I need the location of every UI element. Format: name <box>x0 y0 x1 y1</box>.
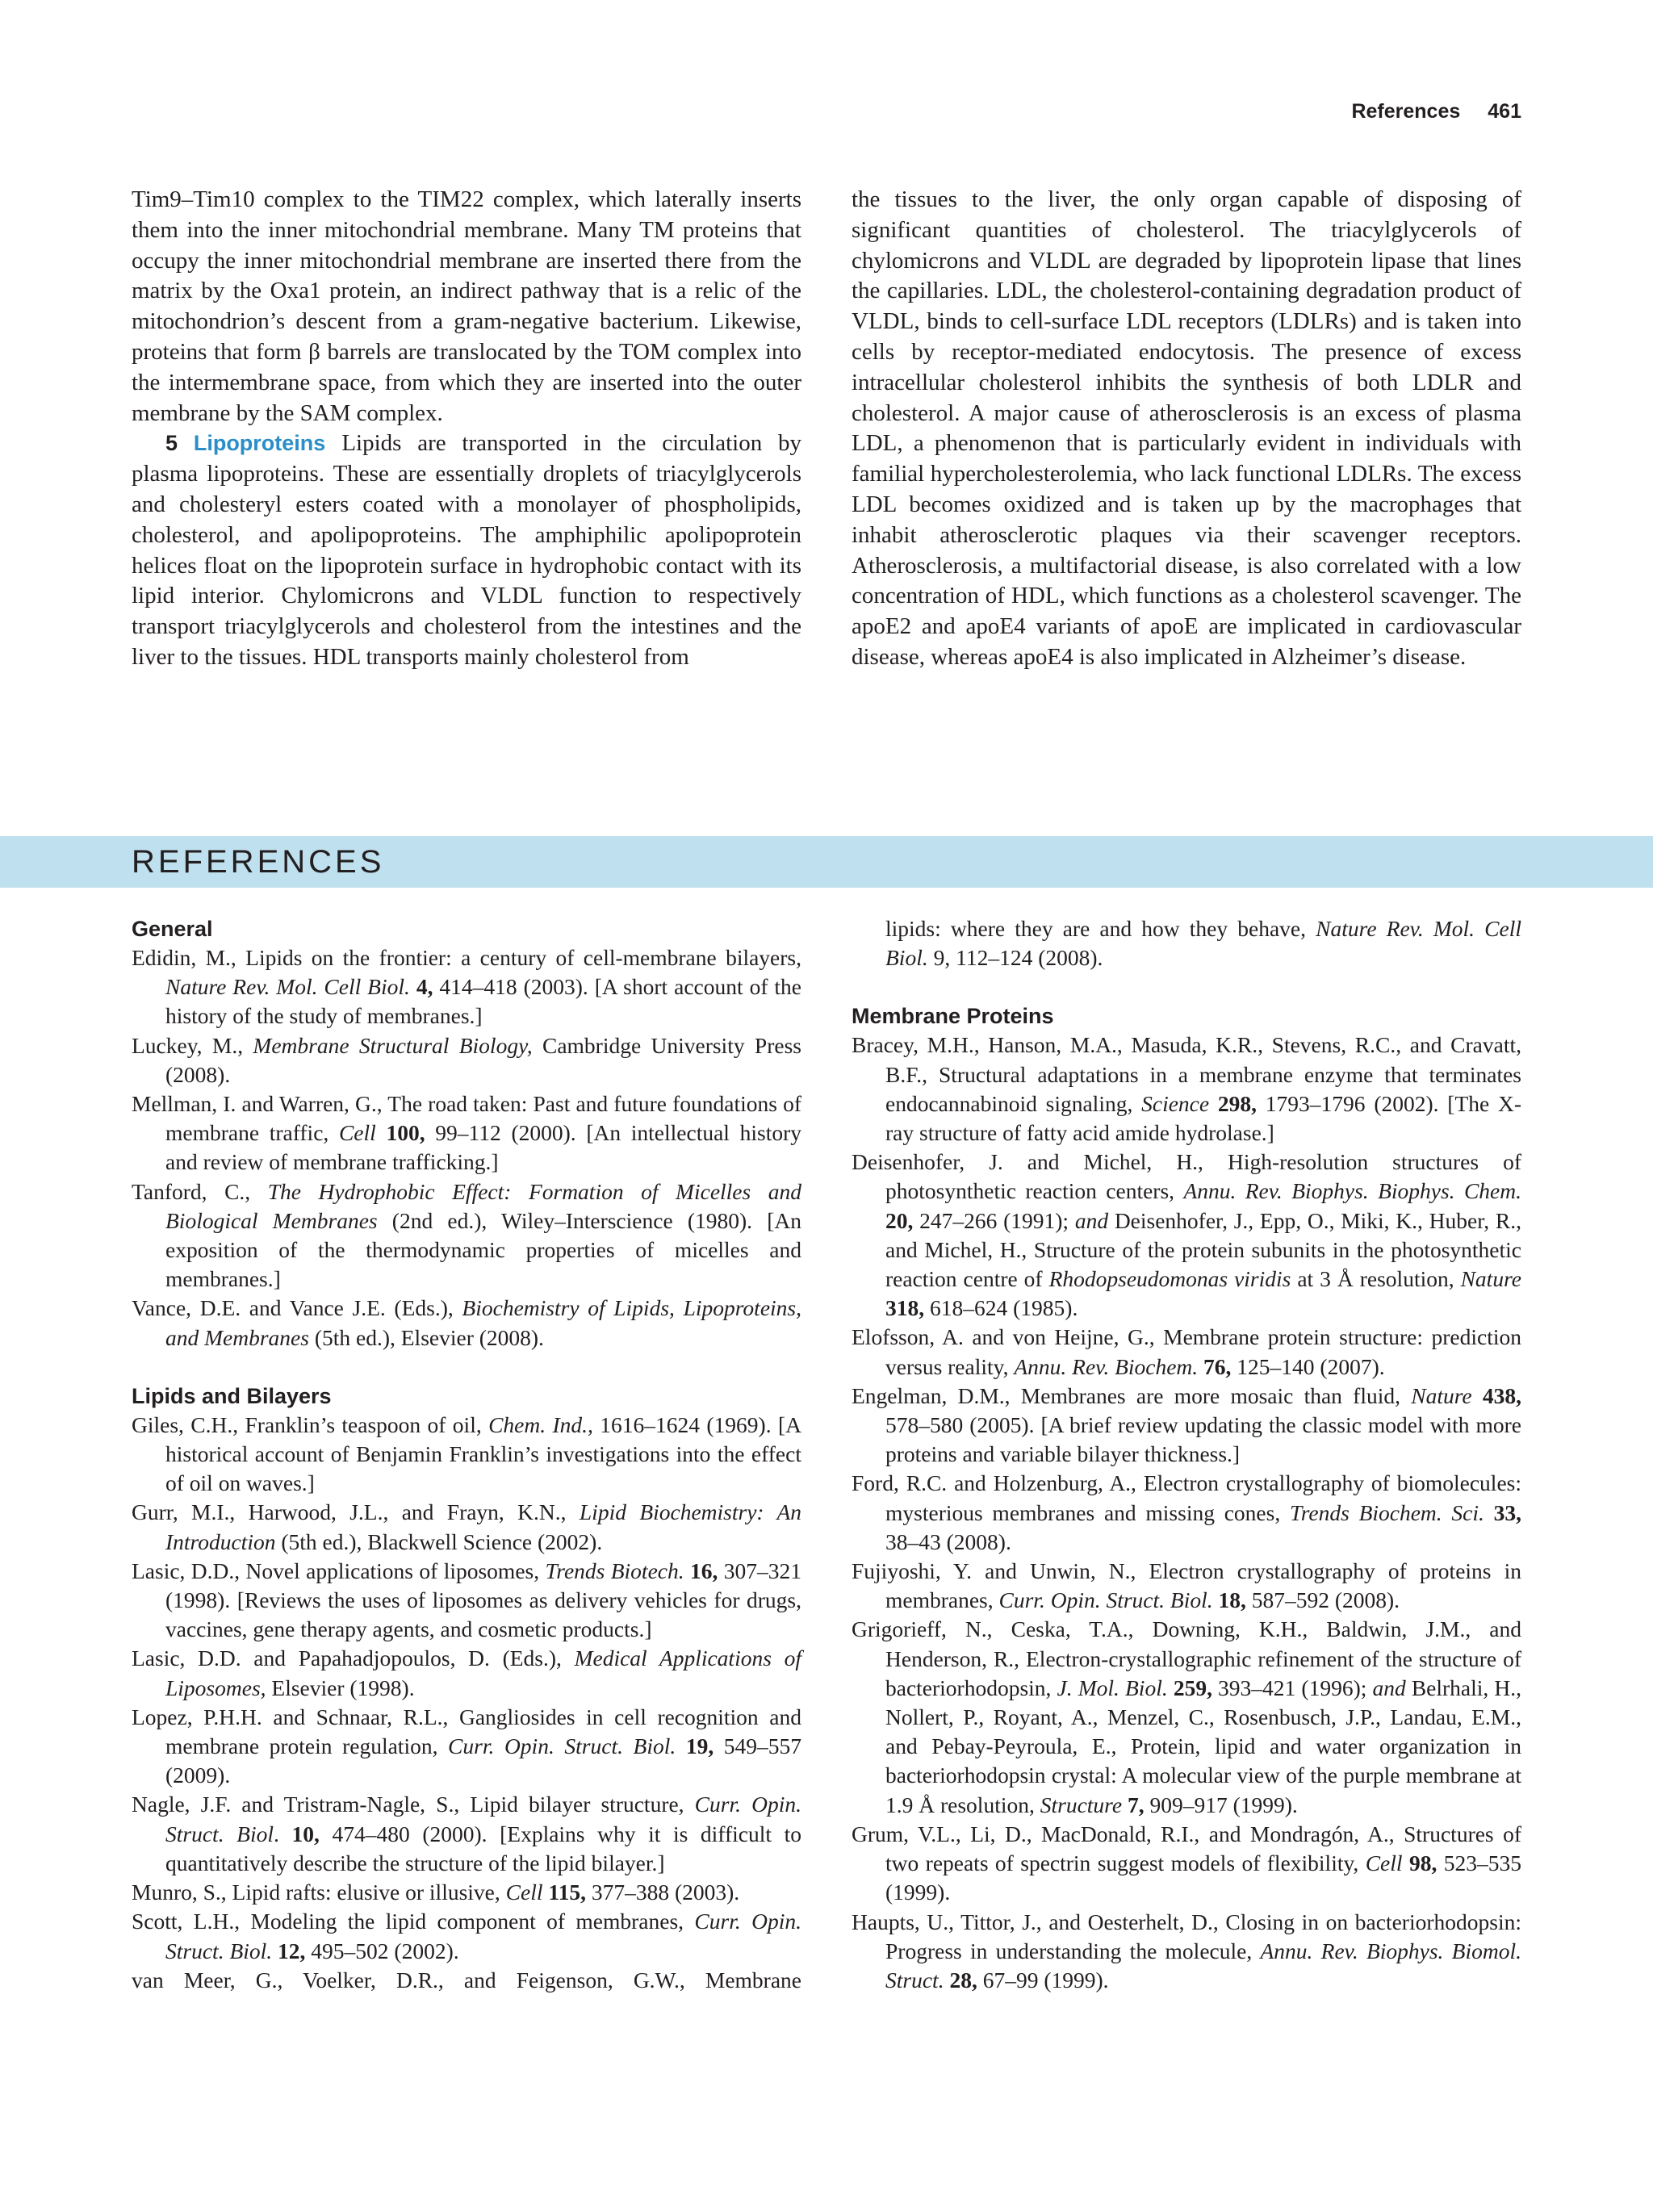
running-head <box>1351 100 1521 123</box>
reference-entry: Haupts, U., Tittor, J., and Oesterhelt, D., Closing in on bacteriorhodopsin: Progress in understanding the molecule, Annu. Rev. Biophys. Biomol. Struct. 28, 67–99 (1999). <box>852 1909 1521 1992</box>
reference-entry: Gurr, M.I., Harwood, J.L., and Frayn, K.N., Lipid Biochemistry: An Introduction (5th ed.), Blackwell Science (2002). <box>132 1499 801 1554</box>
reference-entry: lipids: where they are and how they behave, Nature Rev. Mol. Cell Biol. 9, 112–124 (2008). <box>885 916 1521 971</box>
section-number: 5 <box>165 431 178 456</box>
reference-entry: Engelman, D.M., Membranes are more mosaic than fluid, Nature 438, 578–580 (2005). [A brief review updating the classic model with more proteins and variable bilayer thickness.] <box>852 1382 1521 1467</box>
reference-entry: Vance, D.E. and Vance J.E. (Eds.), Biochemistry of Lipids, Lipoproteins, and Membranes (5th ed.), Elsevier (2008). <box>132 1295 801 1350</box>
section-paragraph <box>132 429 801 672</box>
references-column-left <box>132 914 801 1995</box>
ref-heading-general: General <box>132 917 213 941</box>
reference-entry: Grigorieff, N., Ceska, T.A., Downing, K.H., Baldwin, J.M., and Henderson, R., Electron-crystallographic refinement of the structure of bacteriorhodopsin, J. Mol. Biol. 259, 393–421 (1996); and Belrhali, H., Nollert, P., Royant, A., Menzel, C., Rosenbusch, J.P., Landau, E.M., and Pebay-Peyroula, E., Protein, lipid and water organization in bacteriorhodopsin crystal: A molecular view of the purple membrane at 1.9 Å resolution, Structure 7, 909–917 (1999). <box>852 1616 1521 1817</box>
reference-entry: Luckey, M., Membrane Structural Biology, Cambridge University Press (2008). <box>132 1032 801 1087</box>
ref-list-lipids-continued <box>852 914 1521 972</box>
running-head-title: References <box>1351 100 1461 123</box>
ref-list-membrane-proteins <box>852 1031 1521 1995</box>
references-banner <box>0 836 1653 888</box>
reference-entry: Nagle, J.F. and Tristram-Nagle, S., Lipid bilayer structure, Curr. Opin. Struct. Biol. 10, 474–480 (2000). [Explains why it is difficult to quantitatively describe the structure of the lipid bilayer.] <box>132 1792 801 1875</box>
reference-entry: Ford, R.C. and Holzenburg, A., Electron crystallography of biomolecules: mysterious membranes and missing cones, Trends Biochem. Sci. 33, 38–43 (2008). <box>852 1470 1522 1554</box>
reference-entry: Edidin, M., Lipids on the frontier: a century of cell-membrane bilayers, Nature Rev. Mol. Cell Biol. 4, 414–418 (2003). [A short account of the history of the study of membranes.] <box>132 945 802 1029</box>
reference-entry: Lasic, D.D. and Papahadjopoulos, D. (Eds.), Medical Applications of Liposomes, Elsevier (1998). <box>132 1645 801 1700</box>
body-paragraph: Tim9–Tim10 complex to the TIM22 complex, which laterally inserts them into the inner mitochondrial membrane. Many TM proteins that occupy the inner mitochondrial membrane are inserted there from the matrix by the Oxa1 protein, an indirect pathway that is a relic of the mitochondrion’s descent from a gram-negative bacterium. Likewise, proteins that form β barrels are translocated by the TOM complex into the intermembrane space, from which they are inserted into the outer membrane by the SAM complex. <box>132 186 801 426</box>
ref-list-general <box>132 943 801 1353</box>
reference-entry: Grum, V.L., Li, D., MacDonald, R.I., and Mondragón, A., Structures of two repeats of spectrin suggest models of flexibility, Cell 98, 523–535 (1999). <box>852 1821 1521 1905</box>
ref-list-lipids <box>132 1411 801 1995</box>
body-column-left <box>132 185 801 673</box>
ref-heading-membrane-proteins: Membrane Proteins <box>852 1004 1054 1029</box>
section-title: Lipoproteins <box>193 431 326 456</box>
reference-entry: Lopez, P.H.H. and Schnaar, R.L., Gangliosides in cell recognition and membrane protein regulation, Curr. Opin. Struct. Biol. 19, 549–557 (2009). <box>132 1704 802 1788</box>
reference-entry: van Meer, G., Voelker, D.R., and Feigenson, G.W., Membrane <box>132 1967 801 1992</box>
page-number: 461 <box>1488 100 1521 123</box>
body-paragraph: the tissues to the liver, the only organ capable of disposing of significant quantities of cholesterol. The triacylglycerols of chylomicrons and VLDL are degraded by lipoprotein lipase that lines the capillaries. LDL, the cholesterol-containing degradation product of VLDL, binds to cell-surface LDL receptors (LDLRs) and is taken into cells by receptor-mediated endocytosis. The presence of excess intracellular cholesterol inhibits the synthesis of both LDLR and cholesterol. A major cause of atherosclerosis is an excess of plasma LDL, a phenomenon that is particularly evident in individuals with familial hypercholesterolemia, who lack functional LDLRs. The excess LDL becomes oxidized and is taken up by the macrophages that inhabit atherosclerotic plaques via their scavenger receptors. Atherosclerosis, a multifactorial disease, is also correlated with a low concentration of HDL, which functions as a cholesterol scavenger. The apoE2 and apoE4 variants of apoE are implicated in cardiovascular disease, whereas apoE4 is also implicated in Alzheimer’s disease. <box>852 186 1521 670</box>
reference-entry: Bracey, M.H., Hanson, M.A., Masuda, K.R., Stevens, R.C., and Cravatt, B.F., Structural adaptations in a membrane enzyme that terminates endocannabinoid signaling, Science 298, 1793–1796 (2002). [The X-ray structure of fatty acid amide hydrolase.] <box>852 1032 1521 1146</box>
body-column-right <box>852 185 1521 673</box>
reference-entry: Elofsson, A. and von Heijne, G., Membrane protein structure: prediction versus reality, Annu. Rev. Biochem. 76, 125–140 (2007). <box>852 1324 1521 1379</box>
reference-entry: Scott, L.H., Modeling the lipid component of membranes, Curr. Opin. Struct. Biol. 12, 495–502 (2002). <box>132 1909 801 1963</box>
reference-entry: Giles, C.H., Franklin’s teaspoon of oil, Chem. Ind., 1616–1624 (1969). [A historical account of Benjamin Franklin’s investigations into the effect of oil on waves.] <box>132 1411 801 1496</box>
references-title: REFERENCES <box>132 844 385 880</box>
reference-entry: Tanford, C., The Hydrophobic Effect: Formation of Micelles and Biological Membranes (2nd ed.), Wiley–Interscience (1980). [An exposition of the thermodynamic properties of micelles and membranes.] <box>132 1178 801 1292</box>
references-column-right <box>852 914 1521 1995</box>
reference-entry: Fujiyoshi, Y. and Unwin, N., Electron crystallography of proteins in membranes, Curr. Opin. Struct. Biol. 18, 587–592 (2008). <box>852 1558 1521 1613</box>
reference-entry: Deisenhofer, J. and Michel, H., High-resolution structures of photosynthetic reaction centers, Annu. Rev. Biophys. Biophys. Chem. 20, 247–266 (1991); and Deisenhofer, J., Epp, O., Miki, K., Huber, R., and Michel, H., Structure of the protein subunits in the photosynthetic reaction centre of Rhodopseudomonas viridis at 3 Å resolution, Nature 318, 618–624 (1985). <box>852 1149 1521 1321</box>
reference-entry: Mellman, I. and Warren, G., The road taken: Past and future foundations of membrane traffic, Cell 100, 99–112 (2000). [An intellectual history and review of membrane trafficking.] <box>132 1091 802 1175</box>
reference-entry: Munro, S., Lipid rafts: elusive or illusive, Cell 115, 377–388 (2003). <box>132 1880 740 1905</box>
ref-heading-lipids: Lipids and Bilayers <box>132 1383 332 1408</box>
section-body: Lipids are transported in the circulation by plasma lipoproteins. These are essentially droplets of triacylglycerols and cholesteryl esters coated with a monolayer of phospholipids, cholesterol, and apolipoproteins. The amphiphilic apolipoprotein helices float on the lipoprotein surface in hydrophobic contact with its lipid interior. Chylomicrons and VLDL function to respectively transport triacylglycerols and cholesterol from the intestines and the liver to the tissues. HDL transports mainly cholesterol from <box>132 430 802 670</box>
reference-entry: Lasic, D.D., Novel applications of liposomes, Trends Biotech. 16, 307–321 (1998). [Reviews the uses of liposomes as delivery vehicles for drugs, vaccines, gene therapy agents, and cosmetic products.] <box>132 1558 802 1642</box>
